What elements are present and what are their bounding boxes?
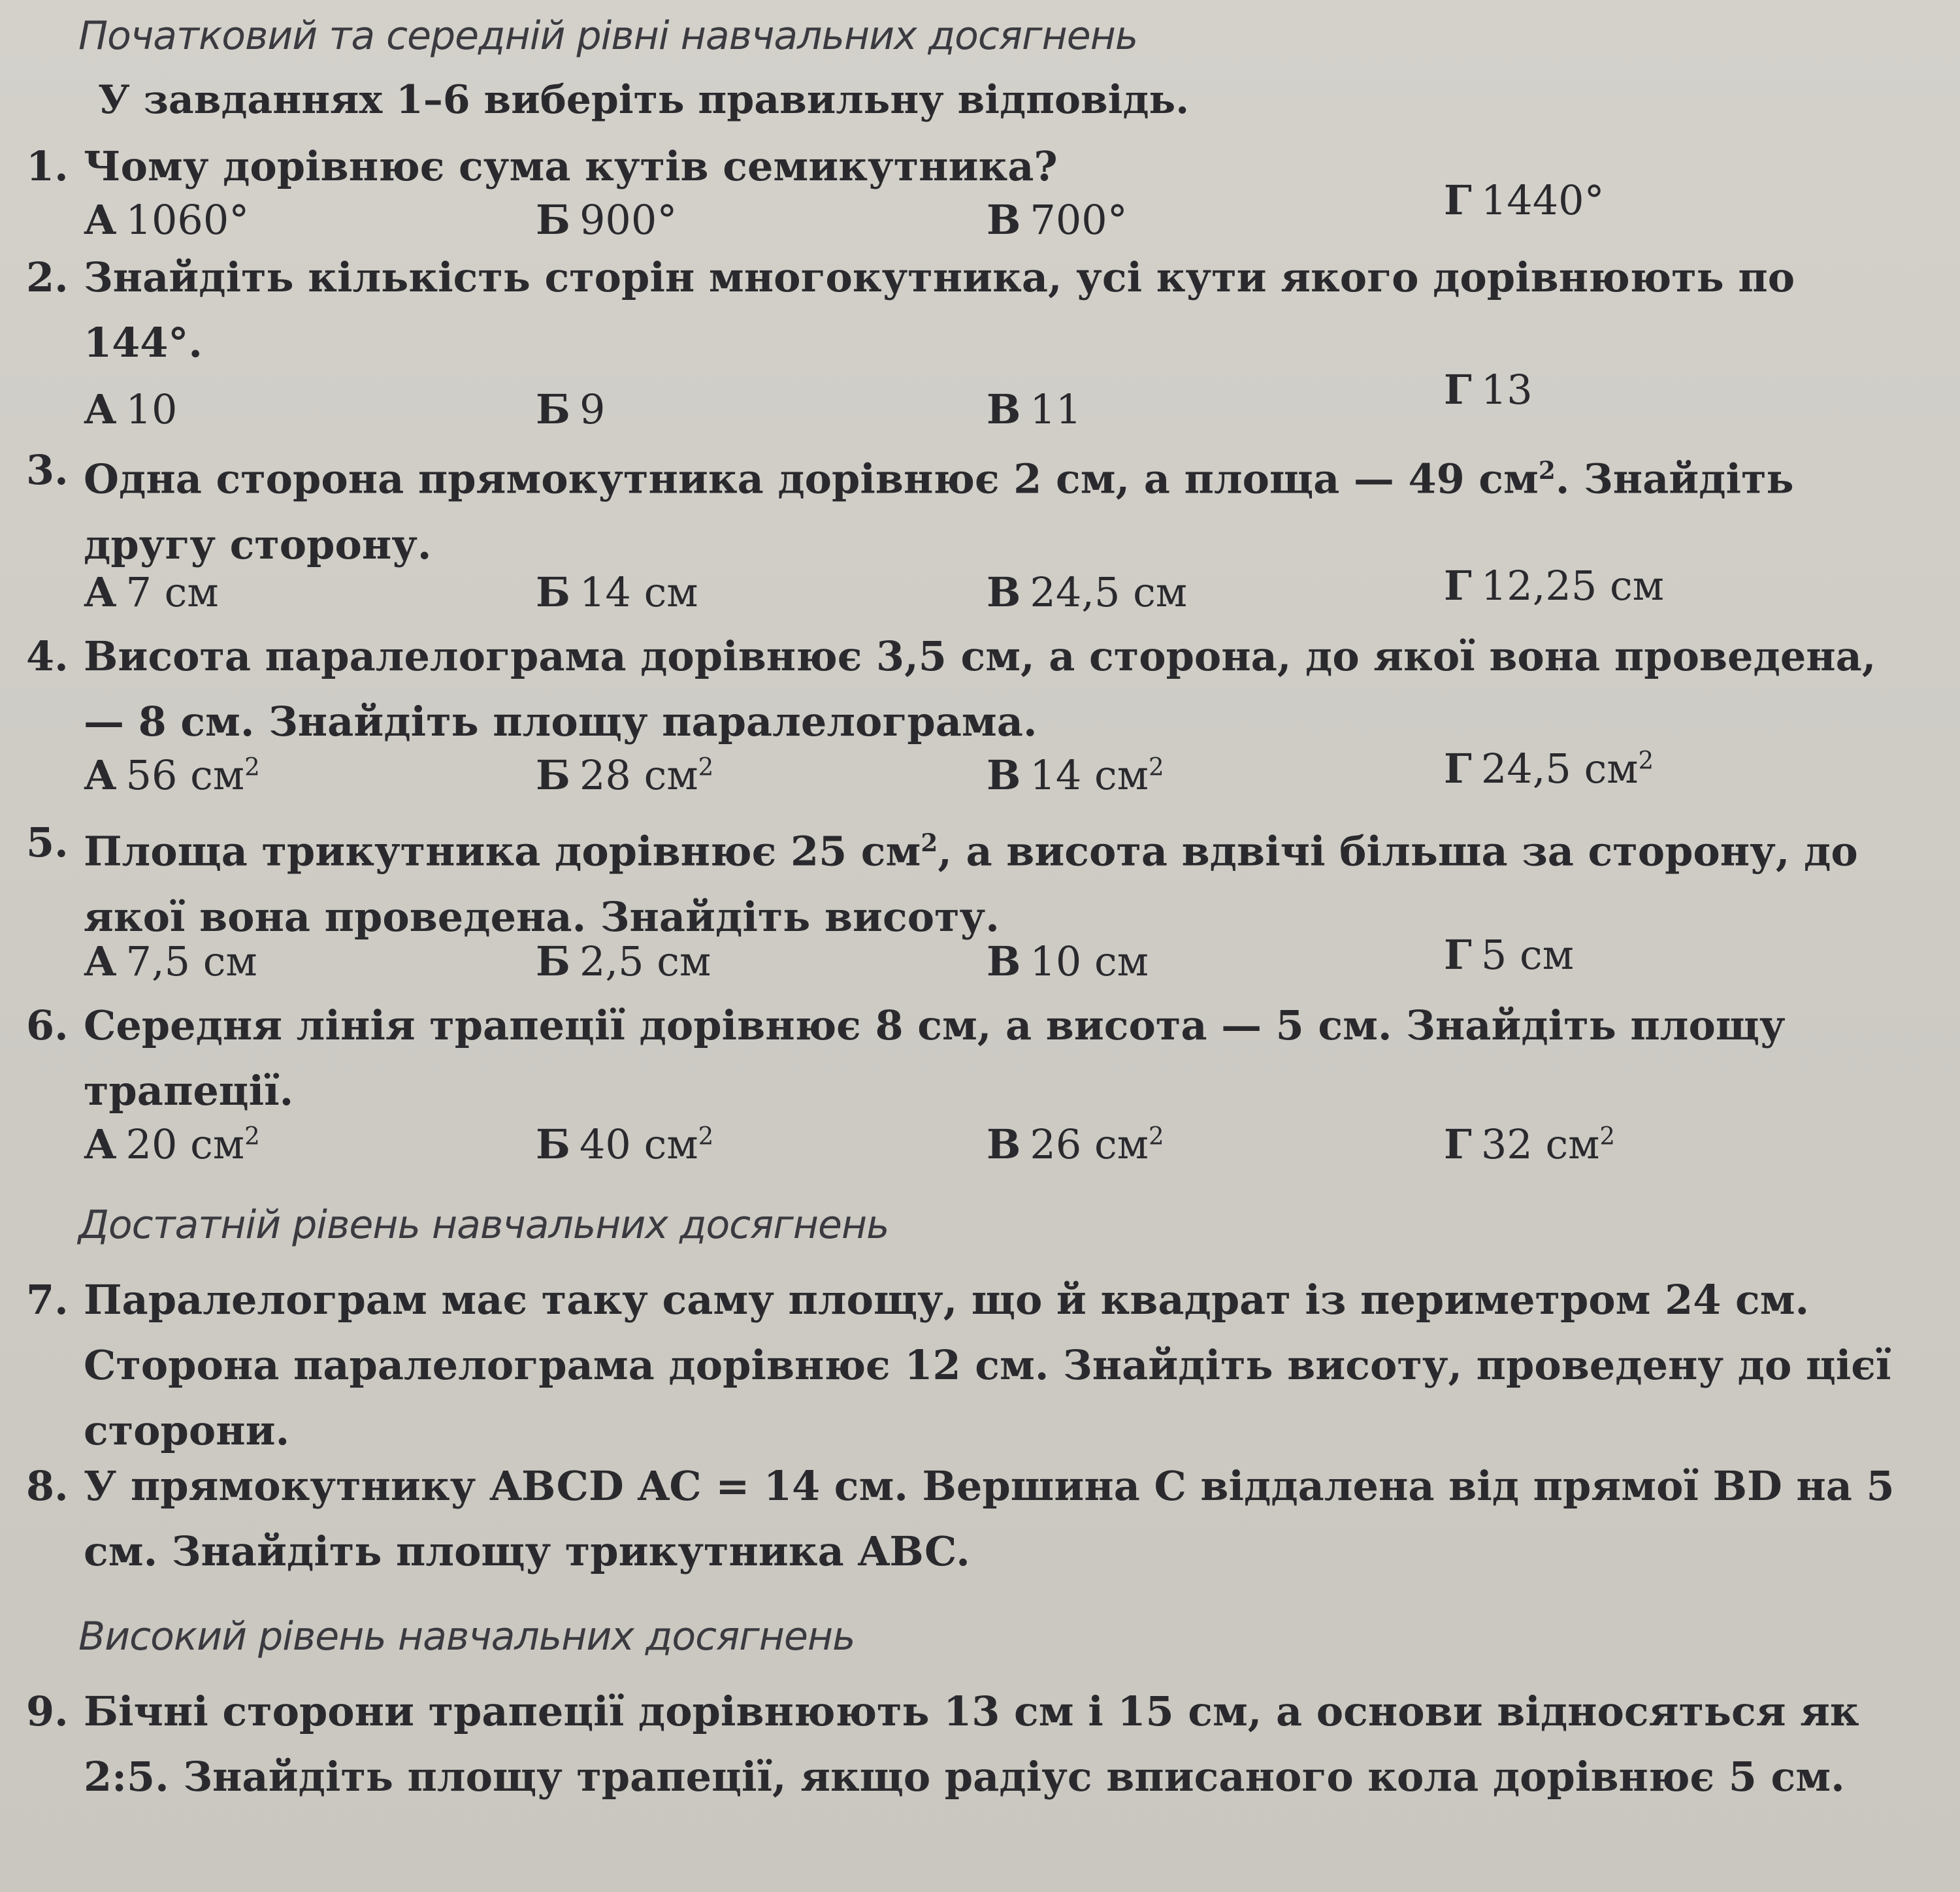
question-3 — [26, 438, 1908, 578]
option-g[interactable]: Г 13 — [1444, 366, 1533, 414]
option-v[interactable]: В 10 см — [987, 938, 1149, 985]
question-2 — [26, 245, 1908, 376]
option-a[interactable]: А 1060° — [84, 196, 250, 244]
option-v[interactable]: В 700° — [987, 196, 1128, 244]
question-text: Чому дорівнює сума кутів семикутника? — [84, 142, 1058, 190]
question-number: 2. — [26, 253, 69, 301]
question-4 — [26, 624, 1908, 755]
question-number: 9. — [26, 1688, 69, 1735]
question-text: Середня лінія трапеції дорівнює 8 см, а висота — 5 см. Знайдіть площу трапеції. — [84, 1002, 1786, 1115]
question-number: 6. — [26, 1002, 69, 1049]
question-6 — [26, 993, 1908, 1124]
question-1 — [26, 134, 1908, 199]
question-number: 7. — [26, 1276, 69, 1324]
option-v[interactable]: В 11 — [987, 385, 1082, 433]
option-g[interactable]: Г 12,25 см — [1444, 562, 1664, 610]
options-2 — [0, 366, 1895, 444]
question-number: 3. — [26, 446, 69, 494]
question-text: Знайдіть кількість сторін многокутника, усі кути якого дорівнюють по 144°. — [84, 253, 1795, 367]
question-text: Одна сторона прямокутника дорівнює 2 см, а площа — 49 $см^2$. Знайдіть другу сторону. — [84, 455, 1794, 568]
question-9 — [26, 1679, 1908, 1810]
question-text: Висота паралелограма дорівнює 3,5 см, а сторона, до якої вона проведена, — 8 см. Знайдіть площу паралелограма. — [84, 632, 1876, 745]
section-heading-sufficient: Достатній рівень навчальних досягнень — [78, 1202, 889, 1248]
option-a[interactable]: А 20 $см^2$ — [84, 1120, 260, 1168]
question-text: У прямокутнику ABCD AC = 14 см. Вершина C віддалена від прямої BD на 5 см. Знайдіть площу трикутника ABC. — [84, 1462, 1895, 1575]
options-5 — [0, 931, 1895, 996]
option-v[interactable]: В 14 $см^2$ — [987, 751, 1164, 799]
question-7 — [26, 1267, 1908, 1463]
options-3 — [0, 562, 1895, 627]
question-number: 8. — [26, 1462, 69, 1510]
option-v[interactable]: В 26 $см^2$ — [987, 1120, 1164, 1168]
option-a[interactable]: А 7,5 см — [84, 938, 257, 985]
option-g[interactable]: Г 32 $см^2$ — [1444, 1120, 1616, 1168]
section-heading-basic: Початковий та середній рівні навчальних досягнень — [78, 13, 1138, 59]
options-4 — [0, 745, 1895, 810]
question-number: 4. — [26, 632, 69, 680]
option-b[interactable]: Б 40 $см^2$ — [536, 1120, 714, 1168]
option-b[interactable]: Б 2,5 см — [536, 938, 711, 985]
option-b[interactable]: Б 900° — [536, 196, 678, 244]
option-v[interactable]: В 24,5 см — [987, 568, 1188, 616]
option-b[interactable]: Б 28 $см^2$ — [536, 751, 714, 799]
question-text: Паралелограм має таку саму площу, що й квадрат із периметром 24 см. Сторона паралелограма дорівнює 12 см. Знайдіть висоту, проведену до цієї сторони. — [84, 1276, 1891, 1454]
option-b[interactable]: Б 9 — [536, 385, 606, 433]
options-6 — [0, 1120, 1895, 1179]
option-a[interactable]: А 10 — [84, 385, 178, 433]
question-8 — [26, 1454, 1908, 1584]
option-b[interactable]: Б 14 см — [536, 568, 698, 616]
question-number: 1. — [26, 142, 69, 190]
option-g[interactable]: Г 5 см — [1444, 931, 1574, 979]
section-heading-high: Високий рівень навчальних досягнень — [78, 1614, 855, 1659]
question-text: Бічні сторони трапеції дорівнюють 13 см і 15 см, а основи відносяться як 2:5. Знайдіть площу трапеції, якщо радіус вписаного кола дорівнює 5 см. — [84, 1688, 1859, 1801]
question-text: Площа трикутника дорівнює 25 $см^2$, а висота вдвічі більша за сторону, до якої вона проведена. Знайдіть висоту. — [84, 827, 1858, 941]
instruction-text: У завданнях 1–6 виберіть правильну відповідь. — [98, 77, 1190, 123]
option-a[interactable]: А 56 $см^2$ — [84, 751, 260, 799]
option-g[interactable]: Г 24,5 $см^2$ — [1444, 745, 1654, 792]
option-g[interactable]: Г 1440° — [1444, 176, 1605, 224]
option-a[interactable]: А 7 см — [84, 568, 219, 616]
question-number: 5. — [26, 819, 69, 866]
question-5 — [26, 810, 1908, 950]
